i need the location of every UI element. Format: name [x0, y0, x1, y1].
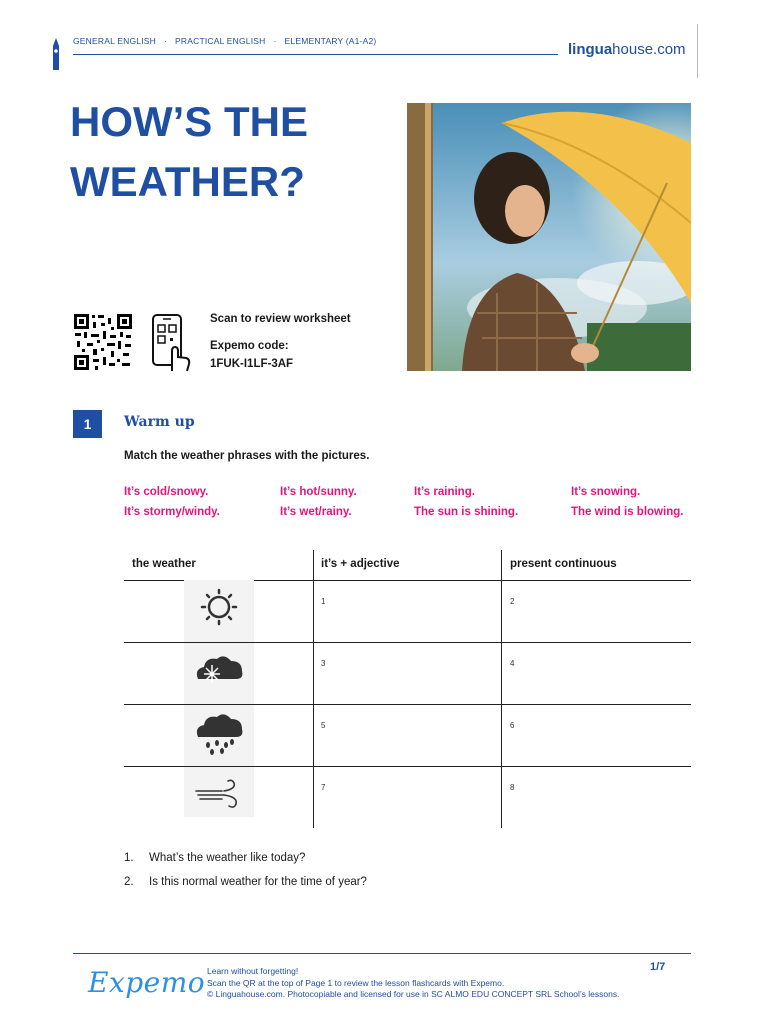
breadcrumb-item: PRACTICAL ENGLISH	[175, 36, 266, 46]
phrase: It’s wet/rainy.	[280, 506, 352, 518]
column-header: it’s + adjective	[321, 558, 400, 570]
question-item	[124, 876, 367, 888]
phrase: The wind is blowing.	[571, 506, 684, 518]
footer-text	[207, 966, 619, 1001]
brand-link[interactable]	[568, 41, 686, 58]
breadcrumb-item: ELEMENTARY (A1-A2)	[284, 36, 377, 46]
expemo-code-label: Expemo code:	[210, 340, 289, 352]
title-line-1: HOW’S THE	[70, 98, 308, 145]
footer-divider	[73, 953, 691, 954]
table-row	[184, 705, 254, 766]
header-divider	[73, 54, 558, 55]
answer-cell-number: 8	[510, 783, 515, 792]
table-row	[184, 767, 254, 817]
column-header: present continuous	[510, 558, 617, 570]
question-text: Is this normal weather for the time of year?	[149, 876, 367, 888]
breadcrumb-item: GENERAL ENGLISH	[73, 36, 156, 46]
section-number: 1	[73, 410, 102, 438]
header-vertical-divider	[697, 24, 698, 78]
table-row	[184, 580, 254, 642]
footer-line: © Linguahouse.com. Photocopiable and licensed for use in SC ALMO EDU CONCEPT SRL School’s lessons.	[207, 989, 620, 999]
section-title: Warm up	[124, 414, 195, 430]
answer-cell-number: 2	[510, 597, 515, 606]
answer-cell-number: 3	[321, 659, 326, 668]
big-ben-logo-icon	[51, 38, 61, 70]
brand-bold: lingua	[568, 41, 613, 58]
question-number: 2.	[124, 876, 134, 888]
table-divider	[313, 550, 314, 828]
breadcrumb-separator: ·	[273, 36, 277, 46]
question-number: 1.	[124, 852, 134, 864]
page-number: 1/7	[650, 961, 666, 973]
phrase: It’s stormy/windy.	[124, 506, 220, 518]
footer-line: Learn without forgetting!	[207, 966, 299, 976]
scan-label: Scan to review worksheet	[210, 313, 351, 325]
table-row	[184, 643, 254, 704]
phrase: It’s snowing.	[571, 486, 641, 498]
sun-icon	[184, 580, 254, 642]
column-header: the weather	[132, 558, 196, 570]
answer-cell-number: 4	[510, 659, 515, 668]
question-text: What’s the weather like today?	[149, 852, 306, 864]
question-item	[124, 852, 305, 864]
instruction: Match the weather phrases with the pictures.	[124, 450, 370, 462]
snow-cloud-icon	[184, 643, 254, 704]
table-divider	[501, 550, 502, 828]
phone-scan-icon	[150, 313, 192, 373]
phrase: It’s raining.	[414, 486, 475, 498]
answer-cell-number: 7	[321, 783, 326, 792]
phrase: It’s hot/sunny.	[280, 486, 357, 498]
footer-line: Scan the QR at the top of Page 1 to review the lesson flashcards with Expemo.	[207, 977, 505, 988]
answer-cell-number: 1	[321, 597, 326, 606]
rain-cloud-icon	[184, 705, 254, 766]
expemo-logo: Expemo	[88, 966, 206, 999]
phrase: The sun is shining.	[414, 506, 519, 518]
phrase: It’s cold/snowy.	[124, 486, 209, 498]
woman-umbrella-photo	[407, 103, 691, 371]
wind-icon	[184, 767, 254, 817]
answer-cell-number: 5	[321, 721, 326, 730]
breadcrumb	[73, 36, 376, 46]
title-line-2: WEATHER?	[70, 158, 305, 205]
qr-code-icon	[73, 313, 133, 371]
expemo-code-value: 1FUK-I1LF-3AF	[210, 358, 294, 370]
breadcrumb-separator: ·	[164, 36, 168, 46]
page-title	[70, 92, 400, 212]
brand-rest: house.com	[612, 41, 686, 58]
answer-cell-number: 6	[510, 721, 515, 730]
